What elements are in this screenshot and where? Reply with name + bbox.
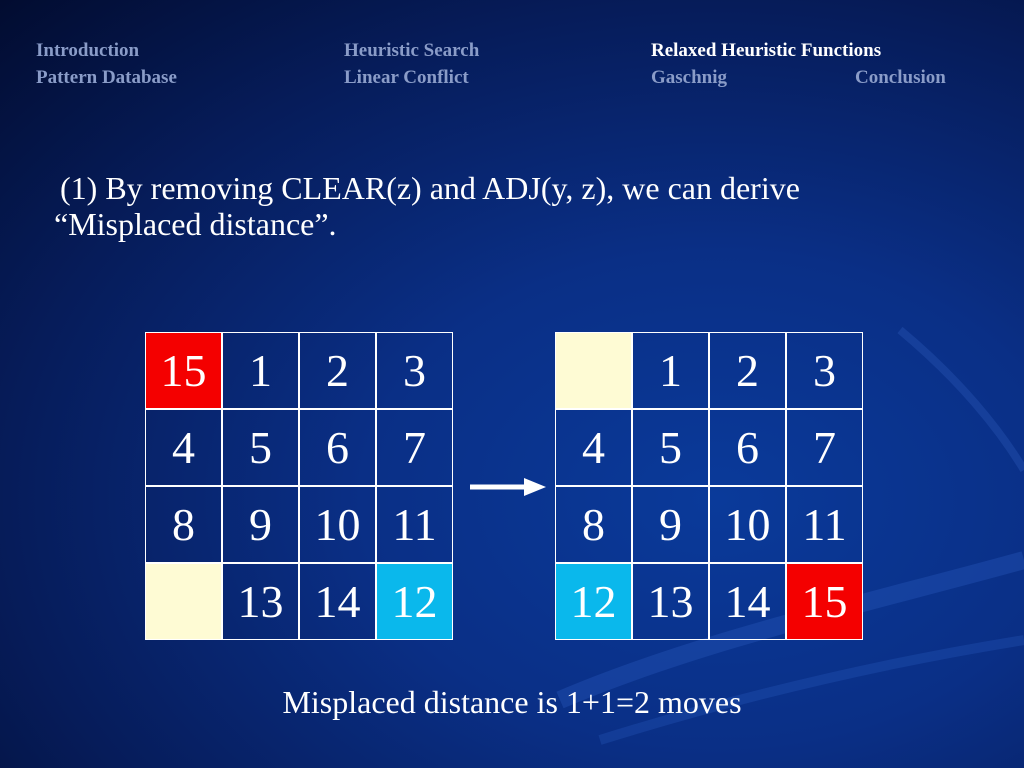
bullet-text	[54, 170, 960, 242]
puzzle-tile-12: 12	[376, 563, 453, 640]
caption-text: Misplaced distance is 1+1=2 moves	[282, 684, 742, 720]
puzzle-tile-14: 14	[299, 563, 376, 640]
puzzle-tile-11: 11	[376, 486, 453, 563]
puzzle-tile-14: 14	[709, 563, 786, 640]
nav-linear-conflict[interactable]: Linear Conflict	[344, 67, 469, 88]
right-arrow-icon	[468, 475, 548, 499]
puzzle-tile-12: 12	[555, 563, 632, 640]
puzzle-tile-8: 8	[555, 486, 632, 563]
puzzle-tile-10: 10	[299, 486, 376, 563]
puzzle-tile-7: 7	[786, 409, 863, 486]
puzzle-tile-6: 6	[299, 409, 376, 486]
puzzle-tile-2: 2	[709, 332, 786, 409]
nav-gaschnig[interactable]: Gaschnig	[651, 67, 728, 88]
puzzle-tile-7: 7	[376, 409, 453, 486]
nav-introduction[interactable]: Introduction	[36, 40, 140, 61]
bullet-line-2: “Misplaced distance”.	[54, 206, 337, 242]
puzzle-tile-6: 6	[709, 409, 786, 486]
puzzle-tile-4: 4	[145, 409, 222, 486]
nav-conclusion[interactable]: Conclusion	[855, 67, 946, 88]
puzzle-tile-15: 15	[786, 563, 863, 640]
puzzle-blank-tile	[145, 563, 222, 640]
puzzle-tile-9: 9	[632, 486, 709, 563]
puzzle-tile-3: 3	[376, 332, 453, 409]
puzzle-tile-10: 10	[709, 486, 786, 563]
puzzle-tile-1: 1	[632, 332, 709, 409]
puzzle-tile-13: 13	[632, 563, 709, 640]
nav-pattern-database[interactable]: Pattern Database	[36, 67, 177, 88]
puzzle-tile-9: 9	[222, 486, 299, 563]
puzzle-tile-13: 13	[222, 563, 299, 640]
puzzle-tile-3: 3	[786, 332, 863, 409]
puzzle-tile-2: 2	[299, 332, 376, 409]
puzzle-tile-1: 1	[222, 332, 299, 409]
puzzle-tile-4: 4	[555, 409, 632, 486]
puzzle-tile-11: 11	[786, 486, 863, 563]
puzzle-tile-8: 8	[145, 486, 222, 563]
puzzle-goal-state	[555, 332, 863, 640]
nav-heuristic-search[interactable]: Heuristic Search	[344, 40, 480, 61]
puzzle-blank-tile	[555, 332, 632, 409]
puzzle-start-state	[145, 332, 453, 640]
nav-relaxed-heuristic-functions[interactable]: Relaxed Heuristic Functions	[651, 40, 882, 61]
puzzle-tile-5: 5	[632, 409, 709, 486]
bullet-line-1: (1) By removing CLEAR(z) and ADJ(y, z), we can derive	[60, 170, 800, 206]
puzzle-tile-15: 15	[145, 332, 222, 409]
puzzle-tile-5: 5	[222, 409, 299, 486]
